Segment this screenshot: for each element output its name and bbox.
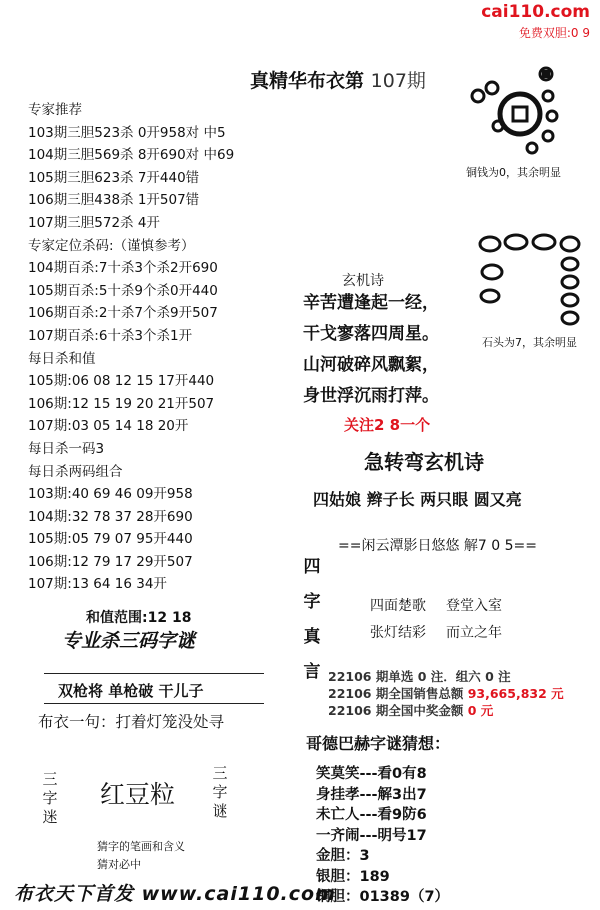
riddle-note: 猜对必中 [97, 858, 141, 871]
gede-title: 哥德巴赫字谜猜想： [306, 734, 451, 753]
guess-line: 银胆：189 [316, 868, 390, 885]
poem-line: 干戈寥落四周星。 [303, 324, 439, 344]
footer[interactable]: 布衣天下首发 www.cai110.com [14, 883, 336, 905]
sum-range: 和值范围:12 18 [86, 610, 192, 626]
pair-line: 106期:12 79 17 29开507 [28, 553, 193, 570]
expert-line: 106期三胆438杀 1开507错 [28, 192, 200, 209]
sum-line: 106期:12 15 19 20 21开507 [28, 395, 215, 412]
position-header: 专家定位杀码:（谨慎参考） [28, 237, 195, 254]
free-pick: 免费双胆:0 9 [518, 26, 590, 40]
riddle-line: 双枪将 单枪破 干儿子 [58, 682, 204, 700]
buyi-line: 布衣一句：打着灯笼没处寻 [38, 713, 225, 731]
pair-header: 每日杀两码组合 [28, 463, 123, 480]
riddle-note: 猜字的笔画和含义 [97, 840, 185, 853]
coin-caption: 铜钱为0，其余明显 [466, 166, 561, 179]
stat-line: 22106 期单选 0 注．组六 0 注 [328, 669, 511, 684]
position-line: 107期百杀:6十杀3个杀1开 [28, 327, 193, 344]
riddle-title: 专业杀三码字谜 [62, 630, 196, 652]
poem-line: 山河破碎风飘絮， [303, 355, 439, 375]
idiom: 而立之年 [446, 625, 502, 641]
turn-title: 急转弯玄机诗 [364, 450, 484, 474]
stat-line: 22106 期全国销售总额 93,665,832 元 [328, 686, 564, 701]
sum-line: 105期:06 08 12 15 17开440 [28, 373, 215, 390]
expert-line: 105期三胆623杀 7开440错 [28, 169, 200, 186]
stone-seven-icon [476, 232, 584, 328]
cloud-line: ==闲云潭影日悠悠 解7 0 5== [338, 538, 537, 554]
pair-line: 105期:05 79 07 95开440 [28, 531, 193, 548]
turn-line: 四姑娘 辫子长 两只眼 圆又亮 [313, 490, 522, 509]
position-line: 104期百杀:7十杀3个杀2开690 [28, 260, 218, 277]
stone-caption: 石头为7，其余明显 [482, 336, 577, 349]
guess-line: 铜胆：01389（7） [316, 889, 450, 905]
stats-block [328, 668, 564, 719]
expert-section [28, 99, 234, 596]
expert-line: 103期三胆523杀 0开958对 中5 [28, 124, 226, 141]
kill-one: 每日杀一码3 [28, 440, 105, 457]
title-text: 真精华布衣第 [250, 70, 365, 92]
side-label-left: 三字迷 [42, 770, 58, 826]
poem-line: 辛苦遭逢起一经， [303, 293, 439, 313]
site-domain[interactable]: cai110.com [481, 2, 590, 22]
focus-line: 关注2 8一个 [344, 416, 431, 434]
expert-header: 专家推荐 [28, 102, 82, 118]
sum-header: 每日杀和值 [28, 350, 96, 367]
poem-title: 玄机诗 [342, 273, 384, 289]
pair-line: 107期:13 64 16 34开 [28, 576, 167, 593]
idiom: 登堂入室 [446, 598, 502, 614]
sum-line: 107期:03 05 14 18 20开 [28, 418, 189, 435]
pair-line: 103期:40 69 46 09开958 [28, 486, 193, 503]
expert-line: 104期三胆569杀 8开690对 中69 [28, 147, 235, 164]
divider [44, 673, 264, 674]
pair-line: 104期:32 78 37 28开690 [28, 508, 193, 525]
guess-block [316, 764, 449, 908]
page-title [250, 66, 426, 93]
guess-line: 笑莫笑---看0有8 [316, 766, 427, 782]
guess-line: 一齐闹---明号17 [316, 827, 427, 844]
idiom: 四面楚歌 [370, 598, 426, 614]
side-label-right: 三字谜 [212, 764, 228, 820]
poem-block [303, 288, 439, 412]
stat-line: 22106 期全国中奖金额 0 元 [328, 703, 494, 718]
vertical-label: 四字真言 [303, 557, 321, 682]
center-word: 红豆粒 [100, 780, 176, 809]
guess-line: 未亡人---看9防6 [316, 807, 427, 823]
position-line: 105期百杀:5十杀9个杀0开440 [28, 282, 218, 299]
guess-line: 金胆：3 [316, 848, 370, 864]
divider [44, 703, 264, 704]
coin-string-icon [468, 66, 580, 158]
position-line: 106期百杀:2十杀7个杀9开507 [28, 305, 218, 322]
title-issue: 107期 [370, 70, 426, 92]
idiom: 张灯结彩 [370, 625, 426, 641]
expert-line: 107期三胆572杀 4开 [28, 214, 160, 231]
guess-line: 身挂孝---解3出7 [316, 786, 427, 803]
poem-line: 身世浮沉雨打萍。 [303, 386, 439, 406]
